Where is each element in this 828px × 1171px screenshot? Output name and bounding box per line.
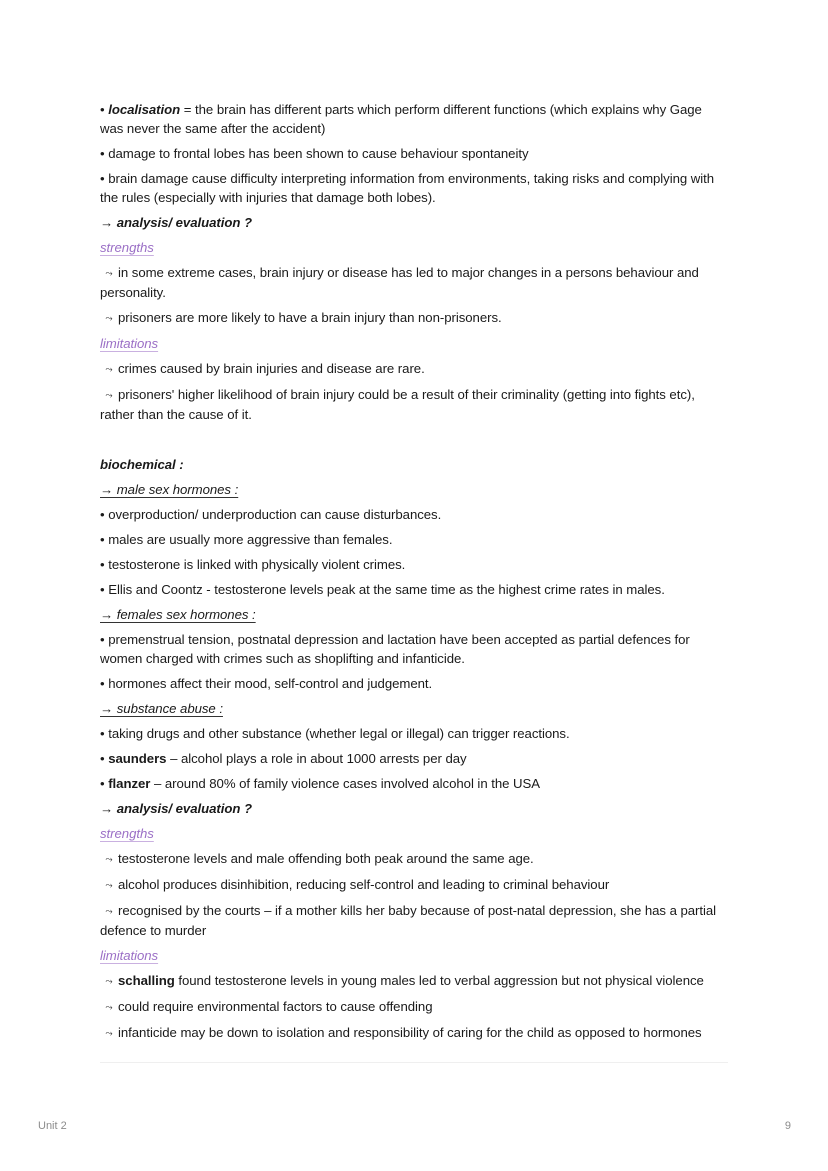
bullet-icon: •: [100, 751, 105, 766]
term: schalling: [118, 973, 175, 988]
bullet-item: [100, 774, 728, 793]
bullet-icon: •: [100, 776, 105, 791]
bullet-text: brain damage cause difficulty interpreting information from environments, taking risks and complying with the rules (especially with injuries that damage both lobes).: [100, 171, 715, 205]
bullet-item: [100, 530, 728, 549]
subheading-male-hormones: → male sex hormones :: [100, 482, 239, 497]
footer-unit-label: Unit 2: [38, 1120, 67, 1132]
bullet-text: – around 80% of family violence cases involved alcohol in the USA: [150, 776, 540, 791]
bullet-item: [100, 674, 728, 693]
item-text: could require environmental factors to cause offending: [118, 999, 433, 1014]
squiggle-arrow-icon: ⤳: [105, 313, 113, 323]
strength-item: [100, 263, 728, 302]
bullet-icon: •: [100, 726, 105, 741]
bullet-icon: •: [100, 632, 105, 647]
squiggle-arrow-icon: ⤳: [105, 390, 113, 400]
bullet-item: [100, 555, 728, 574]
bullet-icon: •: [100, 507, 105, 522]
limitation-item: [100, 997, 728, 1017]
bullet-item: [100, 100, 728, 138]
item-text: prisoners' higher likelihood of brain injury could be a result of their criminality (getting into fights etc), rather than the cause of it.: [100, 387, 695, 422]
item-text: crimes caused by brain injuries and disease are rare.: [118, 361, 425, 376]
bullet-text: damage to frontal lobes has been shown to cause behaviour spontaneity: [108, 146, 529, 161]
squiggle-arrow-icon: ⤳: [105, 268, 113, 278]
bullet-icon: •: [100, 102, 105, 117]
strength-item: [100, 901, 728, 940]
bullet-text: testosterone is linked with physically violent crimes.: [108, 557, 406, 572]
strengths-label: strengths: [100, 826, 154, 841]
bullet-icon: •: [100, 171, 105, 186]
divider: [100, 1062, 728, 1063]
bullet-text: taking drugs and other substance (whether legal or illegal) can trigger reactions.: [108, 726, 570, 741]
bullet-text: hormones affect their mood, self-control and judgement.: [108, 676, 433, 691]
squiggle-arrow-icon: ⤳: [105, 880, 113, 890]
limitations-label: limitations: [100, 948, 159, 963]
term: saunders: [108, 751, 167, 766]
bullet-item: [100, 724, 728, 743]
bullet-text: Ellis and Coontz - testosterone levels peak at the same time as the highest crime rates in males.: [108, 582, 665, 597]
strengths-label: strengths: [100, 240, 154, 255]
bullet-text: males are usually more aggressive than females.: [108, 532, 393, 547]
squiggle-arrow-icon: ⤳: [105, 364, 113, 374]
bullet-item: [100, 505, 728, 524]
squiggle-arrow-icon: ⤳: [105, 906, 113, 916]
bullet-icon: •: [100, 676, 105, 691]
bullet-icon: •: [100, 582, 105, 597]
strength-item: [100, 849, 728, 869]
bullet-icon: •: [100, 146, 105, 161]
item-text: alcohol produces disinhibition, reducing self-control and leading to criminal behaviour: [118, 877, 610, 892]
limitation-item: [100, 1023, 728, 1043]
section-heading-biochemical: biochemical :: [100, 457, 184, 472]
term: flanzer: [108, 776, 151, 791]
bullet-item: [100, 630, 728, 668]
analysis-heading: → analysis/ evaluation ?: [100, 215, 252, 230]
analysis-heading: → analysis/ evaluation ?: [100, 801, 252, 816]
squiggle-arrow-icon: ⤳: [105, 1028, 113, 1038]
page-number: 9: [784, 1120, 791, 1132]
item-text: in some extreme cases, brain injury or disease has led to major changes in a persons behaviour and personality.: [100, 265, 699, 300]
bullet-text: premenstrual tension, postnatal depression and lactation have been accepted as partial defences for women charged with crimes such as shoplifting and infanticide.: [100, 632, 690, 666]
squiggle-arrow-icon: ⤳: [105, 854, 113, 864]
strength-item: [100, 308, 728, 328]
limitation-item: [100, 359, 728, 379]
squiggle-arrow-icon: ⤳: [105, 1002, 113, 1012]
item-text: recognised by the courts – if a mother kills her baby because of post-natal depression, she has a partial defence to murder: [100, 903, 717, 938]
term: localisation: [108, 102, 181, 117]
item-text: prisoners are more likely to have a brain injury than non-prisoners.: [118, 310, 502, 325]
limitation-item: [100, 971, 728, 991]
item-text: infanticide may be down to isolation and responsibility of caring for the child as opposed to hormones: [118, 1025, 702, 1040]
strength-item: [100, 875, 728, 895]
bullet-item: [100, 144, 728, 163]
bullet-text: overproduction/ underproduction can cause disturbances.: [108, 507, 442, 522]
bullet-item: [100, 169, 728, 207]
item-text: testosterone levels and male offending both peak around the same age.: [118, 851, 534, 866]
bullet-icon: •: [100, 532, 105, 547]
limitations-label: limitations: [100, 336, 159, 351]
bullet-item: [100, 749, 728, 768]
document-page: [100, 100, 728, 1049]
bullet-item: [100, 580, 728, 599]
limitation-item: [100, 385, 728, 424]
subheading-female-hormones: → females sex hormones :: [100, 607, 256, 622]
item-text: found testosterone levels in young males led to verbal aggression but not physical violence: [174, 973, 704, 988]
bullet-icon: •: [100, 557, 105, 572]
bullet-text: = the brain has different parts which perform different functions (which explains why Gage was never the same after the accident): [100, 102, 702, 136]
subheading-substance-abuse: → substance abuse :: [100, 701, 223, 716]
bullet-text: – alcohol plays a role in about 1000 arrests per day: [166, 751, 467, 766]
squiggle-arrow-icon: ⤳: [105, 976, 113, 986]
